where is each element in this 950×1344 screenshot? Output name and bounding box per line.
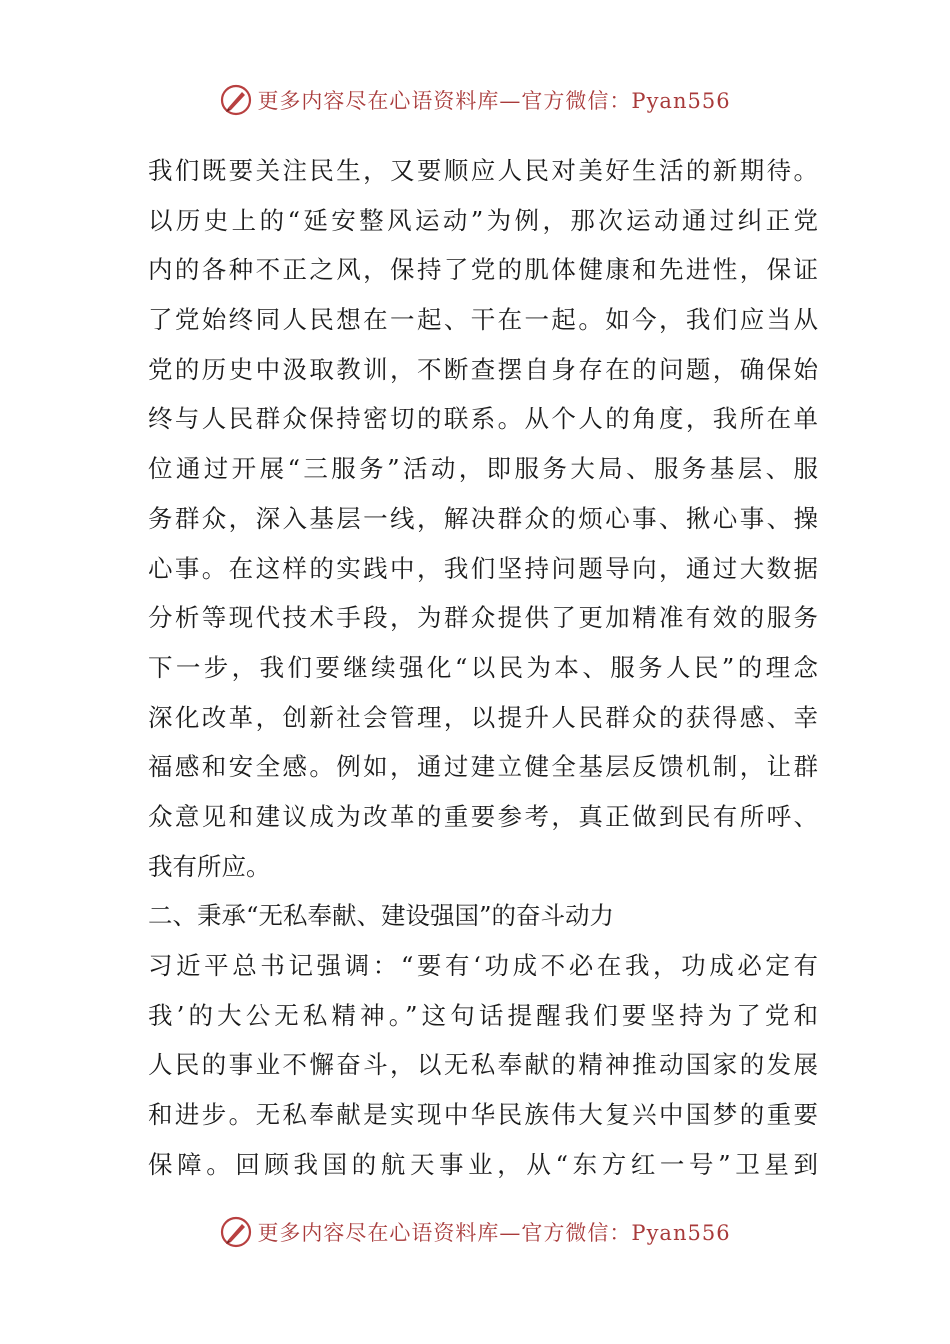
- text-line: 和进步。无私奉献是实现中华民族伟大复兴中国梦的重要: [148, 1100, 818, 1130]
- text-line: 下一步，我们要继续强化“以民为本、服务人民”的理念: [148, 652, 818, 682]
- footer-banner: [0, 1210, 950, 1254]
- header-banner: [0, 78, 950, 122]
- text-line: 位通过开展“三服务”活动，即服务大局、服务基层、服: [148, 454, 818, 484]
- text-line: 深化改革，创新社会管理，以提升人民群众的获得感、幸: [148, 702, 818, 732]
- text-line: 保障。回顾我国的航天事业，从“东方红一号”卫星到: [148, 1149, 818, 1179]
- text-line: 我们既要关注民生，又要顺应人民对美好生活的新期待。: [148, 156, 818, 185]
- text-line: 我有所应。: [148, 851, 271, 881]
- text-line: 分析等现代技术手段，为群众提供了更加精准有效的服务: [148, 603, 818, 633]
- text-line: 我’的大公无私精神。”这句话提醒我们要坚持为了党和: [148, 1000, 818, 1030]
- banner-text: 更多内容尽在心语资料库—官方微信：Pyan556: [257, 1221, 731, 1245]
- text-line: 众意见和建议成为改革的重要参考，真正做到民有所呼、: [148, 801, 818, 831]
- banner-text: 更多内容尽在心语资料库—官方微信：Pyan556: [257, 89, 731, 113]
- text-line: 党的历史中汲取教训，不断查摆自身存在的问题，确保始: [148, 354, 818, 384]
- text-line: 福感和安全感。例如，通过建立健全基层反馈机制，让群: [148, 752, 818, 782]
- text-line: 心事。在这样的实践中，我们坚持问题导向，通过大数据: [148, 553, 818, 583]
- text-line: 务群众，深入基层一线，解决群众的烦心事、揪心事、操: [148, 503, 818, 533]
- text-line: 终与人民群众保持密切的联系。从个人的角度，我所在单: [148, 404, 818, 434]
- document-body: [148, 146, 818, 1189]
- text-line: 以历史上的“延安整风运动”为例，那次运动通过纠正党: [148, 205, 818, 235]
- pen-logo-icon: [219, 83, 253, 117]
- text-line: 习近平总书记强调：“要有‘功成不必在我，功成必定有: [148, 951, 818, 980]
- text-line: 内的各种不正之风，保持了党的肌体健康和先进性，保证: [148, 255, 818, 285]
- pen-logo-icon: [219, 1215, 253, 1249]
- text-line: 人民的事业不懈奋斗，以无私奉献的精神推动国家的发展: [148, 1050, 818, 1080]
- text-line: 了党始终同人民想在一起、干在一起。如今，我们应当从: [148, 305, 818, 335]
- section-heading: 二、秉承“无私奉献、建设强国”的奋斗动力: [148, 901, 615, 931]
